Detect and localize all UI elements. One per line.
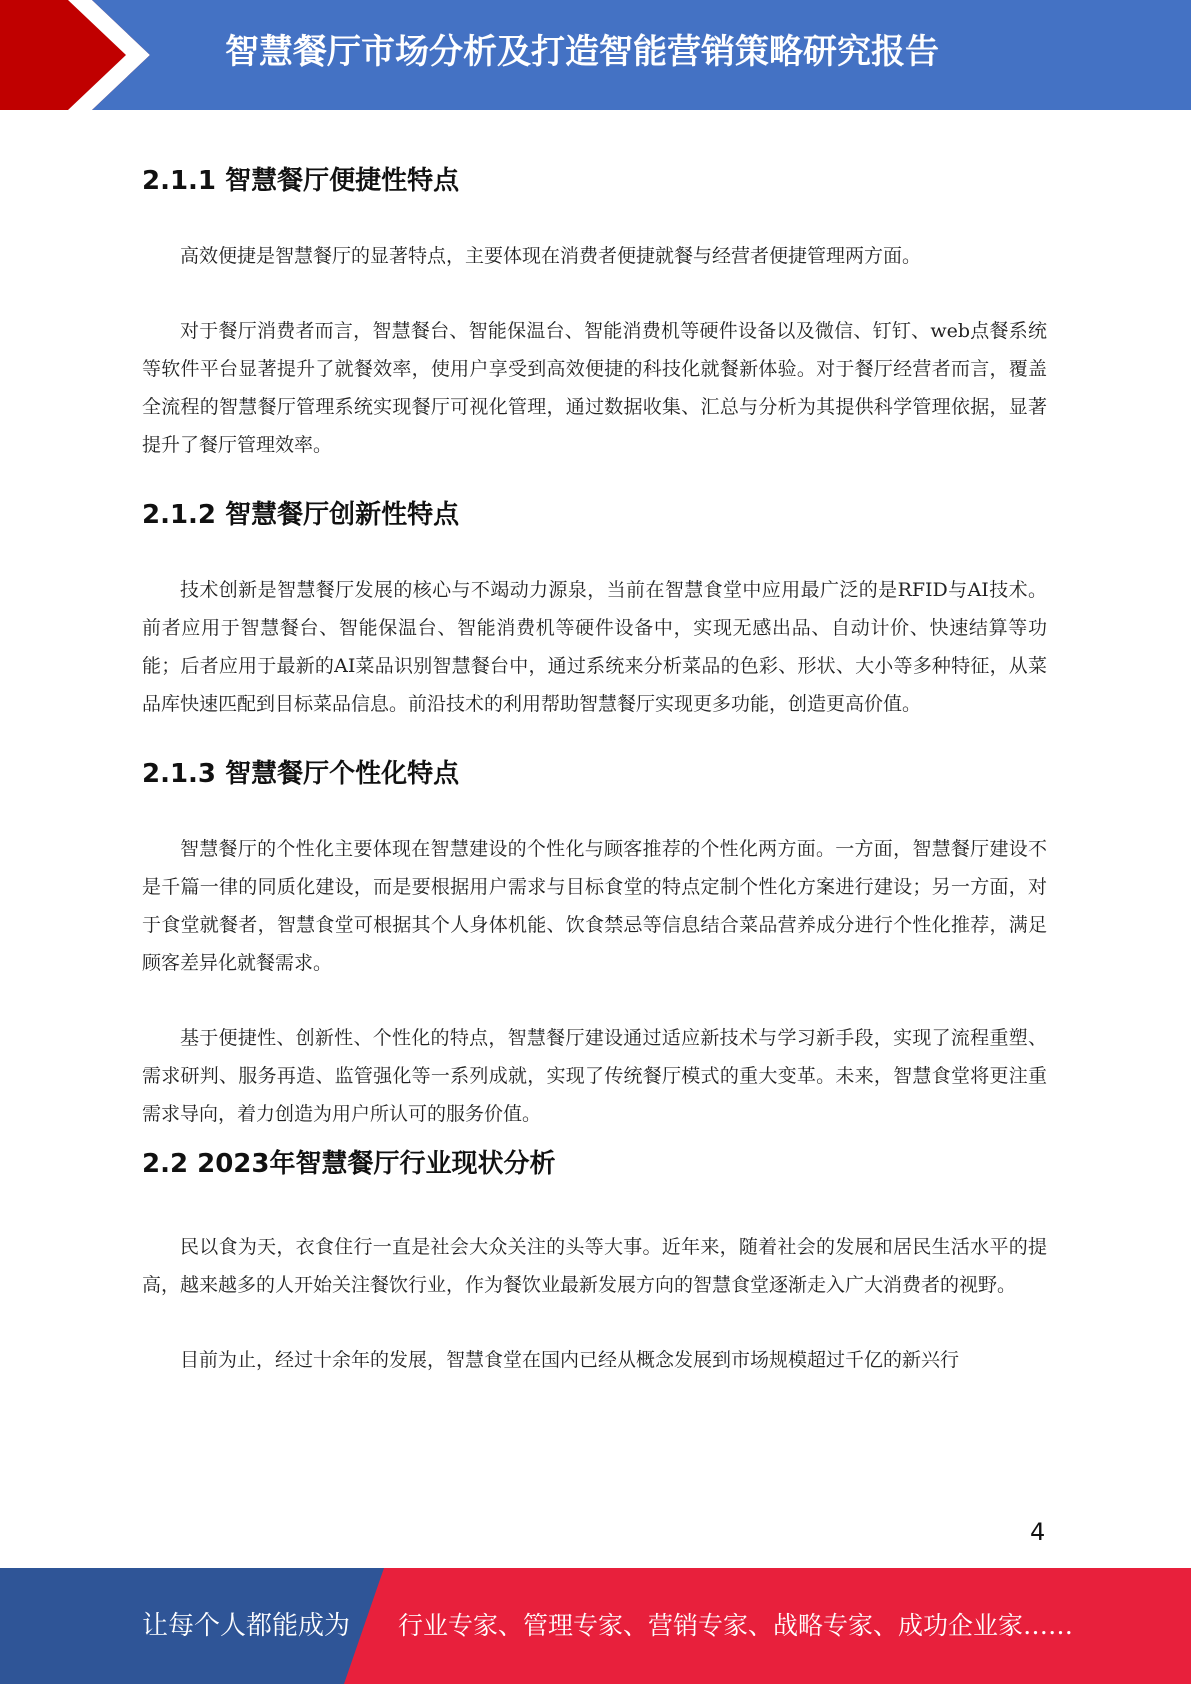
report-title: 智慧餐厅市场分析及打造智能营销策略研究报告	[225, 32, 939, 72]
paragraph: 民以食为天，衣食住行一直是社会大众关注的头等大事。近年来，随着社会的发展和居民生活水平的提高，越来越多的人开始关注餐饮行业，作为餐饮业最新发展方向的智慧食堂逐渐走入广大消费者的视野。	[142, 1236, 1047, 1296]
section-heading-2-1-1: 2.1.1 智慧餐厅便捷性特点	[142, 166, 460, 196]
section-heading-2-1-2: 2.1.2 智慧餐厅创新性特点	[142, 500, 460, 530]
paragraph: 高效便捷是智慧餐厅的显著特点，主要体现在消费者便捷就餐与经营者便捷管理两方面。	[180, 245, 922, 267]
paragraph: 基于便捷性、创新性、个性化的特点，智慧餐厅建设通过适应新技术与学习新手段，实现了流程重塑、需求研判、服务再造、监管强化等一系列成就，实现了传统餐厅模式的重大变革。未来，智慧食堂将更注重需求导向，着力创造为用户所认可的服务价值。	[142, 1027, 1047, 1125]
section-heading-2-1-3: 2.1.3 智慧餐厅个性化特点	[142, 759, 460, 789]
header-chevron-decoration	[0, 0, 160, 110]
footer-slogan-right: 行业专家、管理专家、营销专家、战略专家、成功企业家……	[398, 1611, 1074, 1640]
footer-slogan-left: 让每个人都能成为	[142, 1611, 351, 1641]
paragraph: 对于餐厅消费者而言，智慧餐台、智能保温台、智能消费机等硬件设备以及微信、钉钉、web点餐系统等软件平台显著提升了就餐效率，使用户享受到高效便捷的科技化就餐新体验。对于餐厅经营者而言，覆盖全流程的智慧餐厅管理系统实现餐厅可视化管理，通过数据收集、汇总与分析为其提供科学管理依据，显著提升了餐厅管理效率。	[142, 320, 1047, 456]
page-header	[0, 0, 1191, 110]
paragraph: 智慧餐厅的个性化主要体现在智慧建设的个性化与顾客推荐的个性化两方面。一方面，智慧餐厅建设不是千篇一律的同质化建设，而是要根据用户需求与目标食堂的特点定制个性化方案进行建设；另一方面，对于食堂就餐者，智慧食堂可根据其个人身体机能、饮食禁忌等信息结合菜品营养成分进行个性化推荐，满足顾客差异化就餐需求。	[142, 838, 1047, 974]
page-number: 4	[1030, 1518, 1046, 1546]
section-heading-2-2: 2.2 2023年智慧餐厅行业现状分析	[142, 1149, 556, 1179]
page-footer	[0, 1568, 1191, 1684]
paragraph: 目前为止，经过十余年的发展，智慧食堂在国内已经从概念发展到市场规模超过千亿的新兴行	[180, 1349, 960, 1371]
paragraph: 技术创新是智慧餐厅发展的核心与不竭动力源泉，当前在智慧食堂中应用最广泛的是RFID与AI技术。前者应用于智慧餐台、智能保温台、智能消费机等硬件设备中，实现无感出品、自动计价、快速结算等功能；后者应用于最新的AI菜品识别智慧餐台中，通过系统来分析菜品的色彩、形状、大小等多种特征，从菜品库快速匹配到目标菜品信息。前沿技术的利用帮助智慧餐厅实现更多功能，创造更高价值。	[142, 579, 1047, 715]
document-body	[142, 160, 1047, 1379]
